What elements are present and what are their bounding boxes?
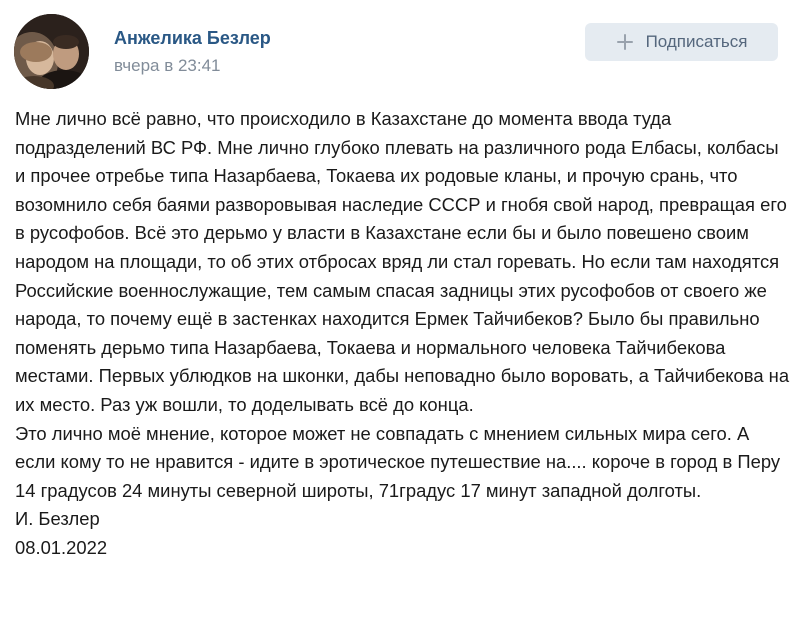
subscribe-label: Подписаться: [645, 32, 748, 51]
post-signature: И. Безлер: [15, 508, 100, 530]
post-timestamp[interactable]: вчера в 23:41: [114, 56, 221, 75]
subscribe-button[interactable]: [585, 23, 778, 61]
avatar-photo: [14, 14, 89, 89]
author-name[interactable]: Анжелика Безлер: [114, 28, 271, 48]
post-text: [15, 105, 790, 563]
post-paragraph-opinion: Это лично моё мнение, которое может не совпадать с мнением сильных мира сего. А если кому то не нравится - идите в эротическое путешествие на.... короче в город в Перу 14 градусов 24 минуты северной широты, 71градус 17 минут западной долготы.: [15, 422, 781, 501]
post-date: 08.01.2022: [15, 536, 108, 558]
plus-icon: [616, 33, 634, 51]
author-avatar[interactable]: [14, 14, 89, 89]
post-paragraph-main: Мне лично всё равно, что происходило в Казахстане до момента ввода туда подразделений ВС РФ. Мне лично глубоко плевать на различного рода Елбасы, колбасы и прочее отребье типа Назарбаева, Токаева их родовые кланы, и прочую срань, что возомнило себя баями разворовывая наследие СССР и гнобя свой народ, превращая его в русофобов. Всё это дерьмо у власти в Казахстане если бы и было повешено своим народом на площади, то об этих отбросах вряд ли стал горевать. Но если там находятся Российские военнослужащие, тем самым спасая задницы этих русофобов от своего же народа, то почему ещё в застенках находится Ермек Тайчибеков? Было бы правильно поменять дерьмо типа Назарбаева, Токаева и нормального человека Тайчибекова местами. Первых ублюдков на шконки, дабы неповадно было воровать, а Тайчибекова на их место. Раз уж вошли, то доделывать всё до конца.: [15, 108, 790, 415]
